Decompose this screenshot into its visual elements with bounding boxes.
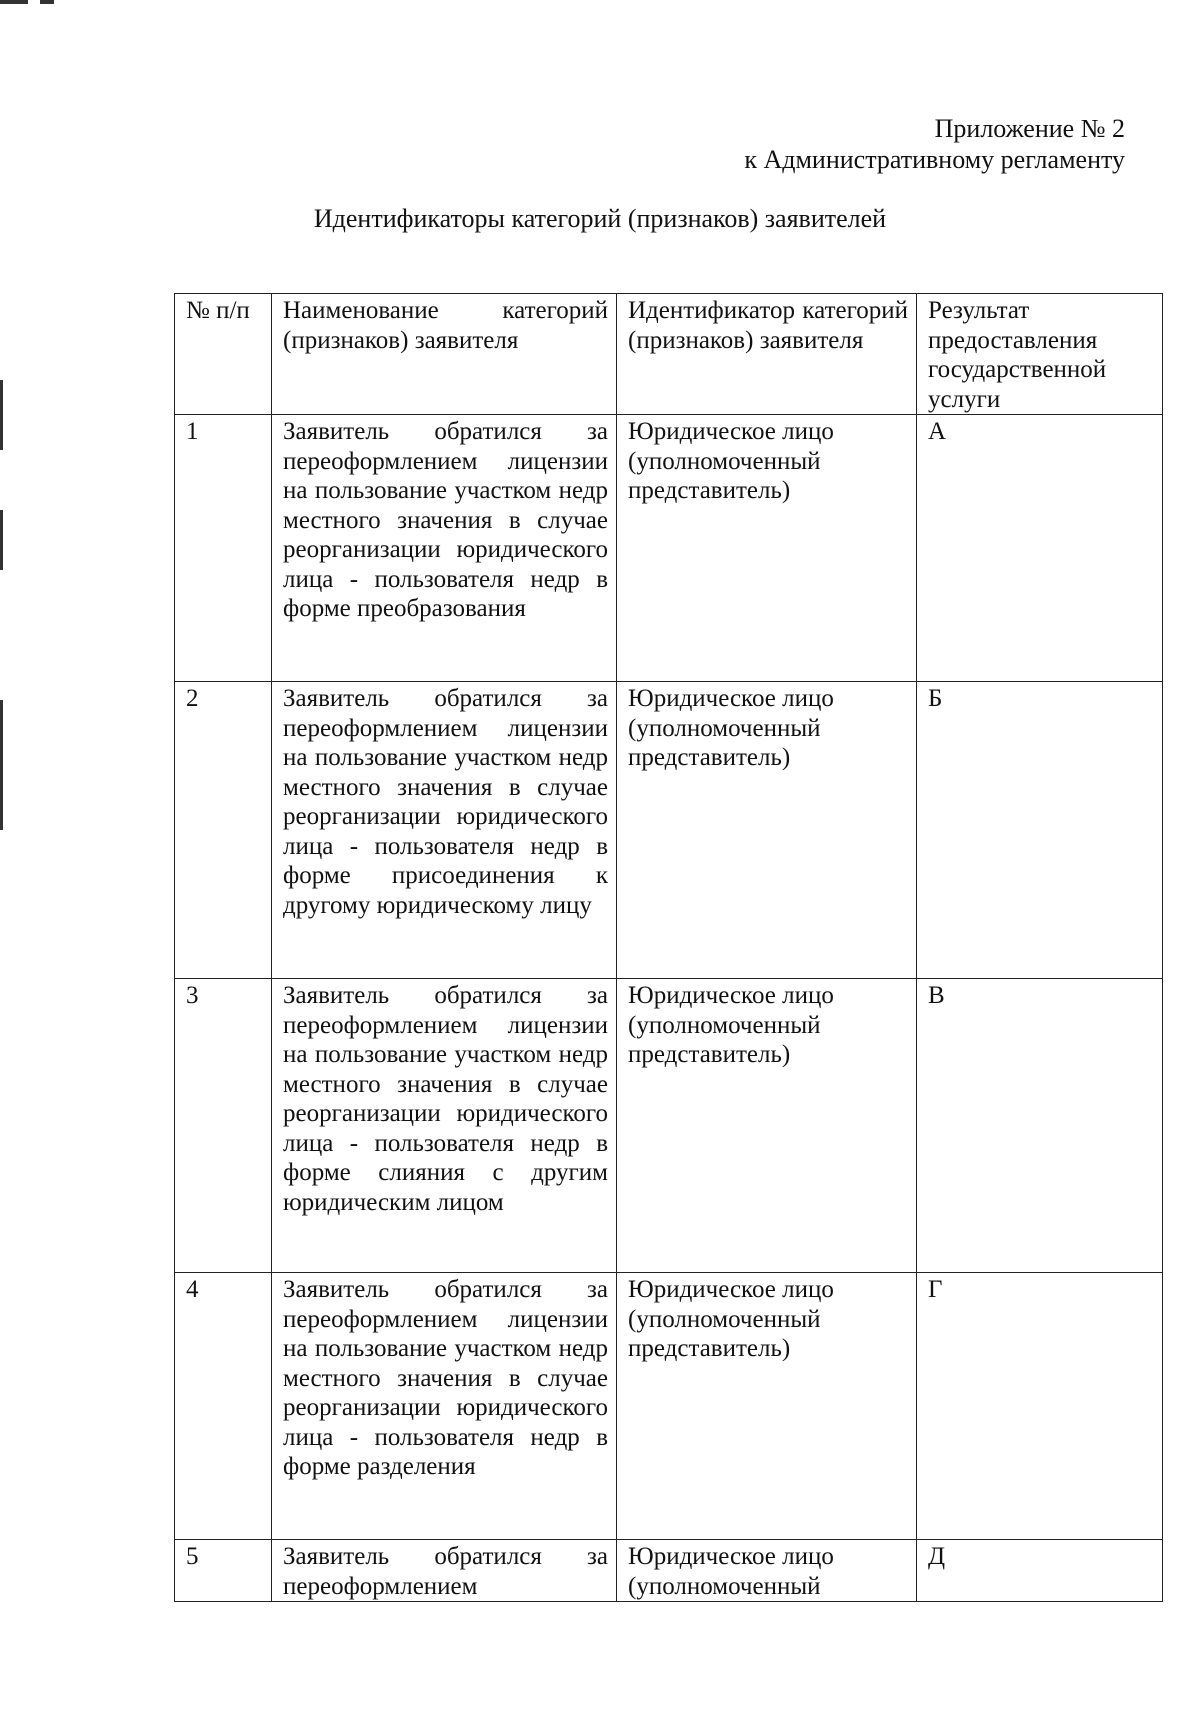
row-category: Заявитель обратился за переоформлением лицензии на пользование участком недр местного значения в случае реорганизации юридического лица - пользователя недр в форме разделения bbox=[272, 1273, 617, 1540]
row-identifier: Юридическое лицо (уполномоченный представитель) bbox=[617, 415, 917, 682]
row-category: Заявитель обратился за переоформлением лицензии на пользование участком недр местного значения в случае реорганизации юридического лица - пользователя недр в форме преобразования bbox=[272, 415, 617, 682]
row-result: Б bbox=[917, 682, 1163, 979]
scan-edge-mark bbox=[0, 0, 28, 4]
table-row bbox=[175, 415, 1163, 682]
table-header-row bbox=[175, 294, 1163, 415]
row-result: В bbox=[917, 979, 1163, 1273]
categories-table bbox=[174, 293, 1163, 1602]
row-number: 3 bbox=[175, 979, 272, 1273]
row-number: 4 bbox=[175, 1273, 272, 1540]
row-number: 5 bbox=[175, 1540, 272, 1602]
appendix-reference: к Административному регламенту bbox=[744, 145, 1125, 174]
row-result: Г bbox=[917, 1273, 1163, 1540]
column-header-number: № п/п bbox=[175, 294, 272, 415]
appendix-note bbox=[744, 113, 1125, 175]
row-number: 2 bbox=[175, 682, 272, 979]
column-header-identifier: Идентификатор категорий (признаков) заявителя bbox=[617, 294, 917, 415]
scan-edge-mark bbox=[40, 0, 54, 4]
scan-edge-mark bbox=[0, 700, 3, 830]
column-header-result: Результат предоставления государственной услуги bbox=[917, 294, 1163, 415]
row-identifier: Юридическое лицо (уполномоченный bbox=[617, 1540, 917, 1602]
row-category: Заявитель обратился за переоформлением лицензии на пользование участком недр местного значения в случае реорганизации юридического лица - пользователя недр в форме слияния с другим юридическим лицом bbox=[272, 979, 617, 1273]
row-number: 1 bbox=[175, 415, 272, 682]
row-category: Заявитель обратился за переоформлением bbox=[272, 1540, 617, 1602]
table-row bbox=[175, 1540, 1163, 1602]
appendix-number: Приложение № 2 bbox=[934, 114, 1125, 143]
row-identifier: Юридическое лицо (уполномоченный представитель) bbox=[617, 682, 917, 979]
row-identifier: Юридическое лицо (уполномоченный представитель) bbox=[617, 1273, 917, 1540]
table-row bbox=[175, 682, 1163, 979]
table-row bbox=[175, 979, 1163, 1273]
row-identifier: Юридическое лицо (уполномоченный представитель) bbox=[617, 979, 917, 1273]
scan-edge-mark bbox=[0, 510, 3, 570]
column-header-category: Наименование категорий (признаков) заявителя bbox=[272, 294, 617, 415]
row-category: Заявитель обратился за переоформлением лицензии на пользование участком недр местного значения в случае реорганизации юридического лица - пользователя недр в форме присоединения к другому юридическому лицу bbox=[272, 682, 617, 979]
row-result: Д bbox=[917, 1540, 1163, 1602]
row-result: А bbox=[917, 415, 1163, 682]
scan-edge-mark bbox=[0, 380, 3, 450]
table-row bbox=[175, 1273, 1163, 1540]
document-title: Идентификаторы категорий (признаков) заявителей bbox=[313, 204, 887, 233]
